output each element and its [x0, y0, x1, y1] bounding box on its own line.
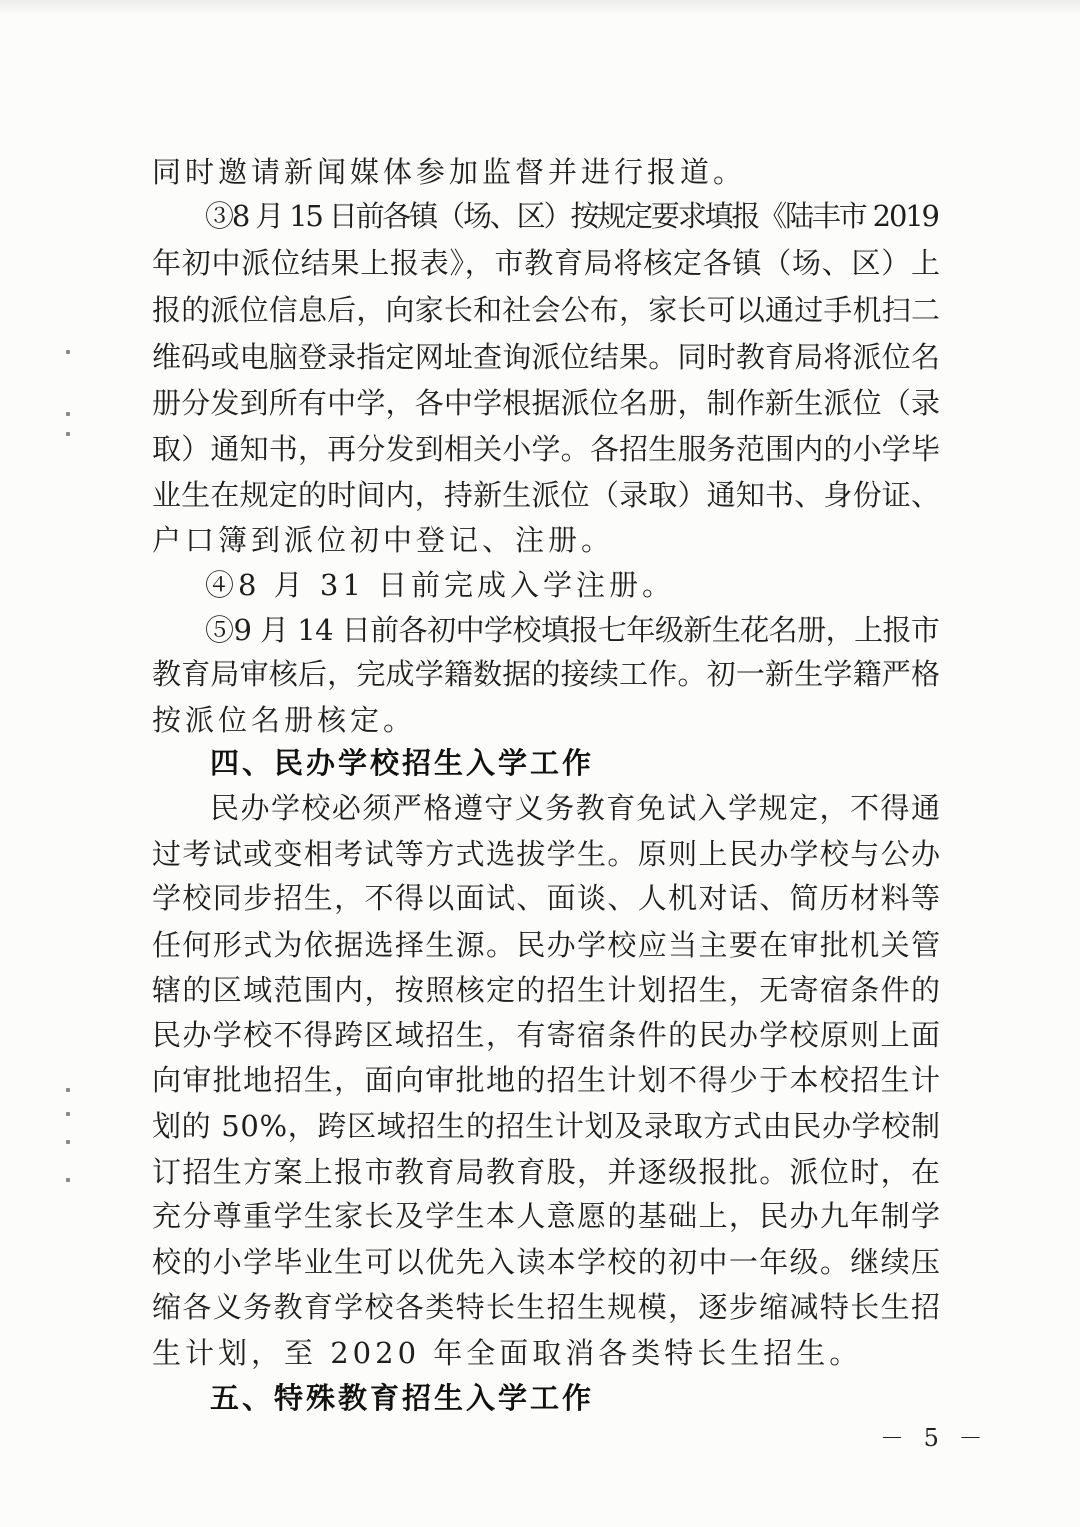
- binding-mark: [66, 1112, 70, 1116]
- section-heading: 五、特殊教育招生入学工作: [210, 1381, 595, 1415]
- text-line: 学校同步招生，不得以面试、面谈、人机对话、简历材料等: [152, 881, 942, 915]
- text-line: 充分尊重学生家长及学生本人意愿的基础上，民办九年制学: [152, 1199, 942, 1233]
- text-line: 册分发到所有中学，各中学根据派位名册，制作新生派位（录: [152, 386, 941, 420]
- text-line: 任何形式为依据选择生源。民办学校应当主要在审批机关管: [152, 928, 942, 962]
- text-line: ③8 月 15 日前各镇（场、区）按规定要求填报《陆丰市 2019: [205, 199, 938, 233]
- text-line: 过考试或变相考试等方式选拔学生。原则上民办学校与公办: [152, 837, 942, 871]
- text-line: 辖的区域范围内，按照核定的招生计划招生，无寄宿条件的: [152, 973, 942, 1007]
- binding-mark: [66, 412, 70, 416]
- text-line: 缩各义务教育学校各类特长生招生规模，逐步缩减特长生招: [152, 1290, 942, 1324]
- text-line: 业生在规定的时间内，持新生派位（录取）通知书、身份证、: [152, 478, 941, 512]
- binding-mark: [66, 1178, 70, 1182]
- text-line: 教育局审核后，完成学籍数据的接续工作。初一新生学籍严格: [152, 657, 941, 691]
- text-line: 向审批地招生，面向审批地的招生计划不得少于本校招生计: [152, 1063, 942, 1097]
- text-line: 民办学校必须严格遵守义务教育免试入学规定，不得通: [210, 791, 942, 825]
- text-line: ④8 月 31 日前完成入学注册。: [205, 568, 676, 602]
- text-line: 校的小学毕业生可以优先入读本学校的初中一年级。继续压: [152, 1245, 942, 1279]
- text-line: ⑤9 月 14 日前各初中学校填报七年级新生花名册，上报市: [205, 613, 940, 647]
- page-number: － 5 －: [880, 1424, 989, 1452]
- text-line: 维码或电脑登录指定网址查询派位结果。同时教育局将派位名: [152, 340, 941, 374]
- text-line: 订招生方案上报市教育局教育股，并逐级报批。派位时，在: [152, 1155, 942, 1189]
- text-line: 年初中派位结果上报表》，市教育局将核定各镇（场、区）上: [152, 246, 941, 280]
- text-line: 生计划，至 2020 年全面取消各类特长生招生。: [152, 1336, 863, 1370]
- binding-mark: [66, 1140, 70, 1144]
- text-line: 按派位名册核定。: [152, 703, 417, 737]
- text-line: 取）通知书，再分发到相关小学。各招生服务范围内的小学毕: [152, 432, 941, 466]
- text-line: 同时邀请新闻媒体参加监督并进行报道。: [152, 155, 747, 189]
- text-line: 民办学校不得跨区域招生，有寄宿条件的民办学校原则上面: [152, 1018, 942, 1052]
- binding-mark: [66, 432, 70, 436]
- section-heading: 四、民办学校招生入学工作: [210, 746, 595, 780]
- text-line: 户口簿到派位初中登记、注册。: [152, 523, 615, 557]
- text-line: 报的派位信息后，向家长和社会公布，家长可以通过手机扫二: [152, 293, 941, 327]
- text-line: 划的 50%，跨区域招生的招生计划及录取方式由民办学校制: [152, 1109, 941, 1143]
- scan-top-shadow: [0, 0, 1080, 16]
- binding-mark: [66, 350, 70, 354]
- binding-mark: [66, 1088, 70, 1092]
